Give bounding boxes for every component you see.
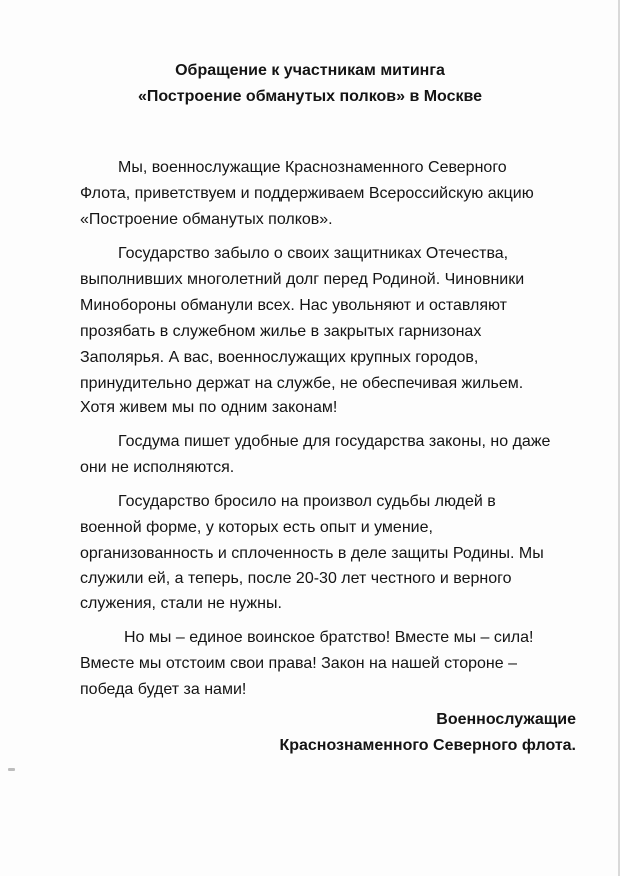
paragraph-2-line-1: Государство забыло о своих защитниках Отечества, — [118, 245, 509, 262]
paragraph-2-line-7: Хотя живем мы по одним законам! — [80, 399, 338, 416]
paragraph-4-line-5: служения, стали не нужны. — [80, 595, 282, 612]
signature-line-2: Краснознаменного Северного флота. — [279, 737, 576, 754]
scan-speck — [8, 768, 15, 771]
signature-line-1: Военнослужащие — [436, 711, 576, 728]
paragraph-4-line-3: организованность и сплоченность в деле защиты Родины. Мы — [80, 545, 544, 562]
paragraph-1-line-2: Флота, приветствуем и поддерживаем Всероссийскую акцию — [80, 185, 534, 202]
paragraph-1-line-1: Мы, военнослужащие Краснознаменного Северного — [118, 159, 507, 176]
document-title-line-1: Обращение к участникам митинга — [175, 62, 445, 79]
paragraph-2-line-6: принудительно держат на службе, не обеспечивая жильем. — [80, 375, 524, 392]
paragraph-4-line-2: военной форме, у которых есть опыт и умение, — [80, 519, 433, 536]
paragraph-3-line-2: они не исполняются. — [80, 459, 235, 476]
paragraph-5-line-2: Вместе мы отстоим свои права! Закон на нашей стороне – — [80, 655, 517, 672]
paragraph-3-line-1: Госдума пишет удобные для государства законы, но даже — [118, 433, 551, 450]
paragraph-4-line-4: служили ей, а теперь, после 20-30 лет честного и верного — [80, 570, 512, 587]
paragraph-2-line-2: выполнивших многолетний долг перед Родиной. Чиновники — [80, 271, 525, 288]
paragraph-2-line-5: Заполярья. А вас, военнослужащих крупных городов, — [80, 349, 479, 366]
paragraph-1-line-3: «Построение обманутых полков». — [80, 211, 333, 228]
paragraph-2-line-3: Минобороны обманули всех. Нас увольняют и оставляют — [80, 297, 508, 314]
paragraph-4-line-1: Государство бросило на произвол судьбы людей в — [118, 493, 496, 510]
document-title-line-2: «Построение обманутых полков» в Москве — [137, 88, 483, 105]
paragraph-5-line-1: Но мы – единое воинское братство! Вместе мы – сила! — [124, 629, 534, 646]
paragraph-2-line-4: прозябать в служебном жилье в закрытых гарнизонах — [80, 323, 482, 340]
paragraph-5-line-3: победа будет за нами! — [80, 681, 247, 698]
